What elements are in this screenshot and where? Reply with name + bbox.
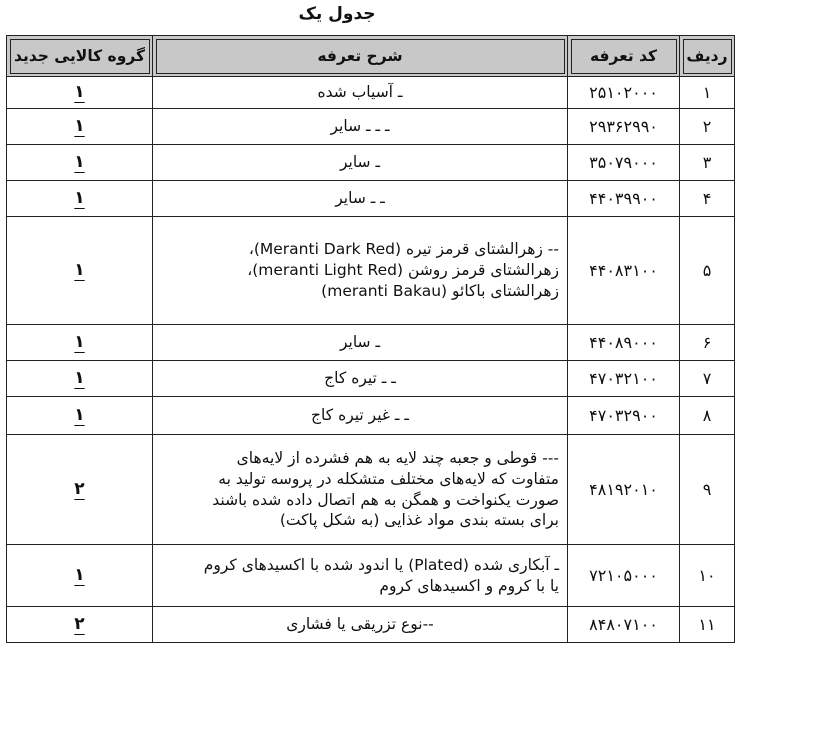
description-line: ـ آسیاب شده (317, 83, 403, 102)
tariff-description (153, 545, 568, 607)
tariff-code: ۳۵۰۷۹۰۰۰ (568, 145, 680, 181)
tariff-code: ۲۵۱۰۲۰۰۰ (568, 77, 680, 109)
table-row (7, 217, 735, 325)
row-number: ۲ (680, 109, 735, 145)
description-line: ـ سایر (339, 333, 381, 352)
new-group-value: ۱ (74, 260, 85, 281)
new-group-cell (7, 109, 153, 145)
new-group-value: ۱ (74, 82, 85, 103)
new-group-cell (7, 361, 153, 397)
header-row-number: ردیف (680, 36, 735, 77)
tariff-description (153, 397, 568, 435)
description-line: ـ ـ ـ سایر (330, 117, 390, 136)
table-row (7, 325, 735, 361)
new-group-value: ۱ (74, 188, 85, 209)
row-number: ۵ (680, 217, 735, 325)
row-number: ۳ (680, 145, 735, 181)
row-number: ۱۰ (680, 545, 735, 607)
new-group-value: ۱ (74, 332, 85, 353)
description-line: -- زهرالشتای قرمز تیره (Meranti Dark Red)، (248, 240, 559, 259)
table-row (7, 181, 735, 217)
new-group-value: ۱ (74, 116, 85, 137)
description-line: متفاوت که لایه‌های مختلف متشکله در پروسه تولید به (218, 469, 559, 488)
tariff-description (153, 435, 568, 545)
table-row (7, 545, 735, 607)
row-number: ۸ (680, 397, 735, 435)
tariff-code: ۴۷۰۳۲۱۰۰ (568, 361, 680, 397)
row-number: ۹ (680, 435, 735, 545)
tariff-code: ۴۴۰۳۹۹۰۰ (568, 181, 680, 217)
tariff-code: ۴۴۰۸۳۱۰۰ (568, 217, 680, 325)
tariff-description (153, 361, 568, 397)
tariff-code: ۸۴۸۰۷۱۰۰ (568, 607, 680, 643)
tariff-description (153, 181, 568, 217)
table-row (7, 435, 735, 545)
new-group-value: ۲ (74, 614, 85, 635)
description-line: یا با کروم و اکسیدهای کروم (379, 576, 559, 595)
table-row (7, 607, 735, 643)
row-number: ۷ (680, 361, 735, 397)
row-number: ۶ (680, 325, 735, 361)
description-line: ـ ـ تیره کاج (324, 369, 396, 388)
table-row (7, 77, 735, 109)
row-number: ۴ (680, 181, 735, 217)
table-row (7, 397, 735, 435)
tariff-description (153, 77, 568, 109)
new-group-cell (7, 145, 153, 181)
description-line: --- قوطی و جعبه چند لایه به هم فشرده از لایه‌های (236, 448, 559, 467)
table-title-text: جدول یک (298, 4, 376, 24)
description-line: ـ ـ غیر تیره کاج (311, 406, 409, 425)
table-row (7, 109, 735, 145)
new-group-cell (7, 435, 153, 545)
table-row (7, 361, 735, 397)
new-group-cell (7, 545, 153, 607)
tariff-code: ۴۷۰۳۲۹۰۰ (568, 397, 680, 435)
tariff-description (153, 109, 568, 145)
description-line: ـ آبکاری شده (Plated) یا اندود شده با اکسیدهای کروم (203, 555, 559, 574)
tariff-table (6, 35, 735, 643)
new-group-cell (7, 77, 153, 109)
tariff-code: ۴۸۱۹۲۰۱۰ (568, 435, 680, 545)
description-line: زهرالشتای قرمز روشن (meranti Light Red)، (247, 261, 559, 280)
description-line: --نوع تزریقی یا فشاری (286, 615, 434, 634)
new-group-cell (7, 607, 153, 643)
new-group-value: ۱ (74, 368, 85, 389)
table-row (7, 145, 735, 181)
tariff-description (153, 607, 568, 643)
new-group-cell (7, 397, 153, 435)
new-group-cell (7, 181, 153, 217)
row-number: ۱۱ (680, 607, 735, 643)
description-line: ـ ـ سایر (335, 189, 385, 208)
description-line: زهرالشتای باکائو (meranti Bakau) (321, 281, 559, 300)
header-tariff-code: کد تعرفه (568, 36, 680, 77)
header-new-group: گروه کالایی جدید (7, 36, 153, 77)
table-body (7, 77, 735, 643)
tariff-description (153, 217, 568, 325)
header-row (7, 36, 735, 77)
description-line: ـ سایر (339, 153, 381, 172)
tariff-code: ۲۹۳۶۲۹۹۰ (568, 109, 680, 145)
tariff-code: ۴۴۰۸۹۰۰۰ (568, 325, 680, 361)
table-title (0, 4, 818, 24)
new-group-value: ۱ (74, 152, 85, 173)
tariff-description (153, 145, 568, 181)
new-group-cell (7, 217, 153, 325)
new-group-value: ۱ (74, 565, 85, 586)
description-line: صورت یکنواخت و همگن به هم اتصال داده شده باشند (212, 490, 559, 509)
tariff-code: ۷۲۱۰۵۰۰۰ (568, 545, 680, 607)
tariff-description (153, 325, 568, 361)
new-group-value: ۱ (74, 405, 85, 426)
header-tariff-description: شرح تعرفه (153, 36, 568, 77)
row-number: ۱ (680, 77, 735, 109)
new-group-cell (7, 325, 153, 361)
description-line: برای بسته بندی مواد غذایی (به شکل پاکت) (279, 511, 559, 530)
new-group-value: ۲ (74, 479, 85, 500)
